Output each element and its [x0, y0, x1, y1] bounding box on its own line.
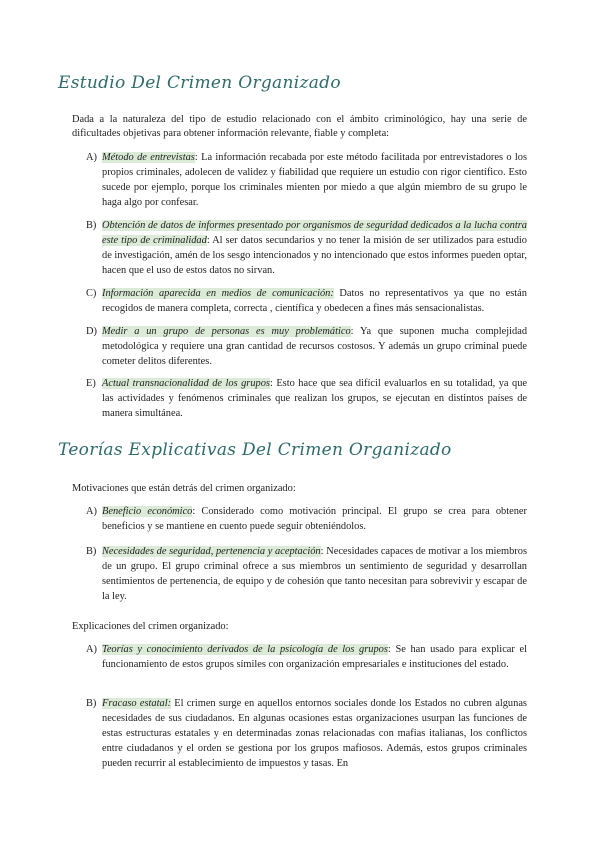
list-text — [102, 150, 527, 210]
highlighted-term: Método de entrevistas — [102, 152, 195, 163]
list-text — [102, 642, 527, 672]
list-item — [86, 544, 527, 604]
list-item — [86, 376, 527, 421]
item-body: Al ser datos secundarios y no tener la misión de ser utilizados para estudio de investigación, amén de los sesgo intencionados y no intencionado que estos informes pueden optar, hacen que el uso de estos datos no sirvan. — [102, 235, 527, 276]
separator: : — [320, 546, 327, 557]
separator: : — [387, 644, 396, 655]
list-marker: E) — [86, 378, 96, 389]
list-text — [102, 544, 527, 604]
list-marker: B) — [86, 546, 97, 557]
item-body: Se han usado para explicar el funcionamiento de estos grupos símiles con organización empresariales e instituciones del estado. — [102, 644, 527, 670]
highlighted-term: Información aparecida en medios de comunicación: — [102, 288, 334, 299]
highlighted-term: Actual transnacionalidad de los grupos — [102, 378, 270, 389]
section-title-estudio: Estudio Del Crimen Organizado — [58, 73, 341, 93]
list-marker: C) — [86, 288, 97, 299]
highlighted-term: Obtención de datos de informes presentado por organismos de seguridad dedicados a la lucha contra este tipo de criminalidad — [102, 220, 527, 246]
list-item — [86, 504, 527, 534]
list-text — [102, 324, 527, 369]
list-marker: B) — [86, 698, 97, 709]
item-body: Considerado como motivación principal. El grupo se crea para obtener beneficios y se mantiene en cuento puede seguir obteniéndolos. — [102, 506, 527, 532]
separator: : — [194, 152, 202, 163]
highlighted-term: Beneficio económico — [102, 506, 193, 517]
list-marker: A) — [86, 152, 97, 163]
list-text — [102, 218, 527, 278]
highlighted-term: Teorías y conocimiento derivados de la psicología de los grupos — [102, 644, 388, 655]
list-item — [86, 642, 527, 672]
separator: : — [350, 326, 360, 337]
highlighted-term: Fracaso estatal: — [102, 698, 172, 709]
item-body: Datos no representativos ya que no están recogidos de manera completa, correcta , científica y obedecen a fines más sensacionalistas. — [102, 288, 527, 314]
item-body: La información recabada por este método facilitada por entrevistadores o los propios criminales, adolecen de validez y fiabilidad que requiere un estudio con rigor científico. Esto sucede por ejemplo, porque los criminales mienten por miedo a que algún miembro de su grupo le haga algo por confesar. — [102, 152, 527, 208]
separator: : — [269, 378, 277, 389]
list-item — [86, 696, 527, 771]
motivations-intro: Motivaciones que están detrás del crimen organizado: — [72, 483, 296, 494]
intro-paragraph: Dada a la naturaleza del tipo de estudio relacionado con el ámbito criminológico, hay una serie de dificultades objetivas para obtener información relevante, fiable y completa: — [72, 114, 527, 139]
list-item — [86, 324, 527, 369]
highlighted-term: Necesidades de seguridad, pertenencia y aceptación — [102, 546, 321, 557]
list-text — [102, 504, 527, 534]
item-body: Esto hace que sea difícil evaluarlos en su totalidad, ya que las actividades y fenómenos criminales que realizan los grupos, se ejecutan en distintos países de manera simultánea. — [102, 378, 528, 419]
list-marker: A) — [86, 644, 97, 655]
separator: : — [206, 235, 213, 246]
list-marker: D) — [86, 326, 97, 337]
item-body: Necesidades capaces de motivar a los miembros de un grupo. El grupo criminal ofrece a sus miembros un sentimiento de seguridad y desarrollan sentimientos de pertenencia, de equipo y de cohesión que tanto necesitan para sobrevivir y escapar de la ley. — [102, 546, 527, 602]
separator: : — [192, 506, 202, 517]
item-body: Ya que suponen mucha complejidad metodológica y requiere una gran cantidad de recursos costosos. Y además un grupo criminal puede cometer delitos diferentes. — [102, 326, 528, 367]
list-marker: A) — [86, 506, 97, 517]
list-marker: B) — [86, 220, 97, 231]
explanations-intro: Explicaciones del crimen organizado: — [72, 621, 229, 632]
list-item — [86, 286, 527, 316]
section-title-teorias: Teorías Explicativas Del Crimen Organizado — [58, 440, 452, 460]
list-text — [102, 376, 527, 421]
list-item — [86, 150, 527, 210]
list-item — [86, 218, 527, 278]
list-text — [102, 286, 527, 316]
list-text — [102, 696, 527, 771]
highlighted-term: Medir a un grupo de personas es muy problemático — [102, 326, 351, 337]
item-body: El crimen surge en aquellos entornos sociales donde los Estados no cubren algunas necesidades de sus ciudadanos. En algunas ocasiones estas organizaciones usurpan las funciones de estas estructuras estatales y en determinadas zonas relacionadas con mafias italianas, los conflictos entre ciudadanos y el orden se gestiona por los grupos mafiosos. Además, estos grupos criminales pueden recurrir al establecimiento de impuestos y tasas. En — [102, 698, 527, 769]
